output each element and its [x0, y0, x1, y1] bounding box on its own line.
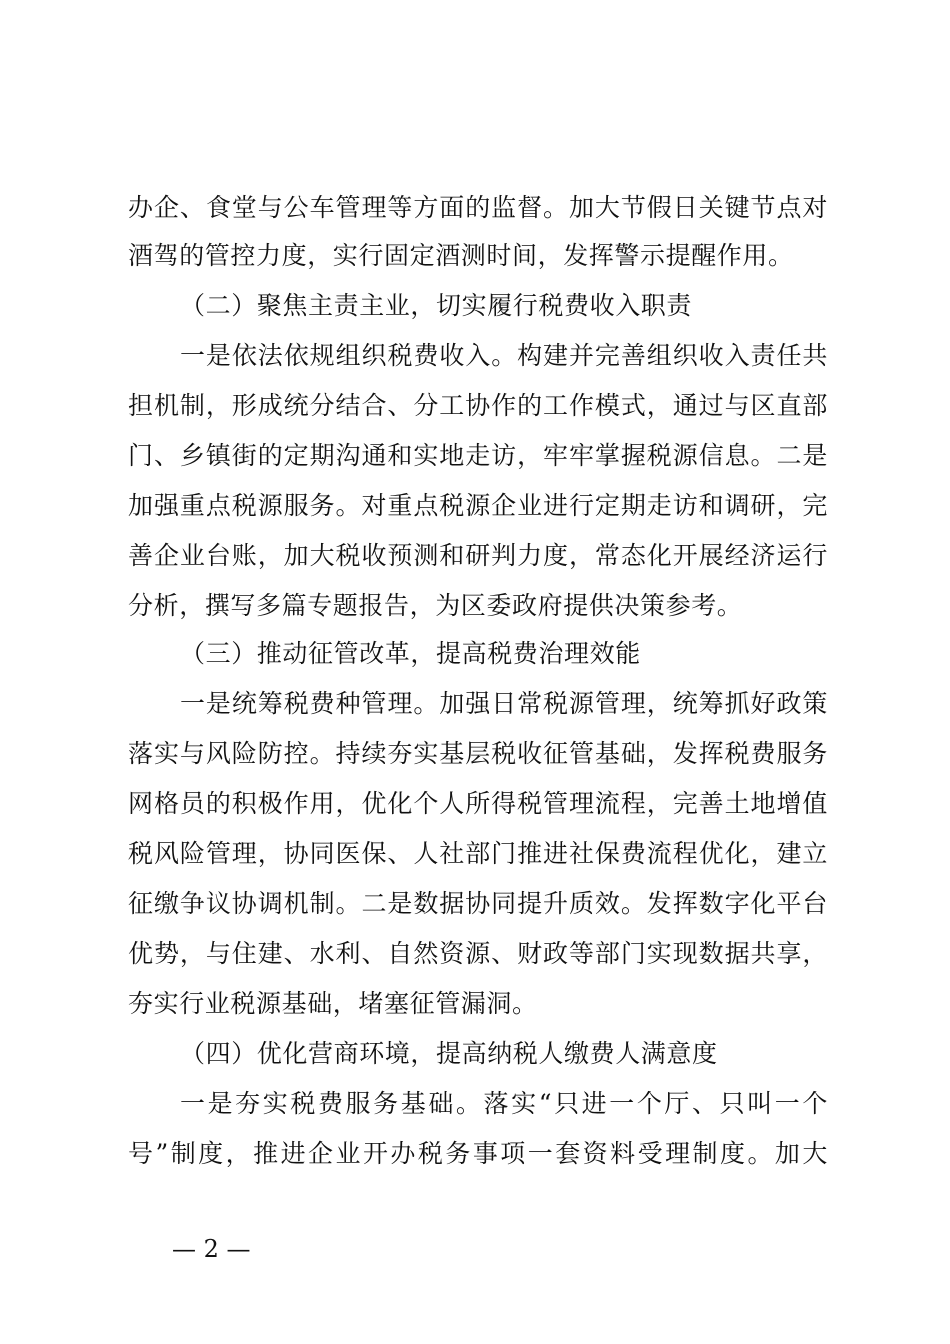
body-text-line: 一是统筹税费种管理。加强日常税源管理，统筹抓好政策: [180, 689, 828, 718]
section-heading-2: （二）聚焦主责主业，切实履行税费收入职责: [180, 291, 693, 320]
body-text-line: 夯实行业税源基础，堵塞征管漏洞。: [128, 989, 538, 1018]
body-text-line: 加强重点税源服务。对重点税源企业进行定期走访和调研，完: [128, 491, 828, 520]
section-heading-4: （四）优化营商环境，提高纳税人缴费人满意度: [180, 1039, 718, 1068]
body-text-line: 落实与风险防控。持续夯实基层税收征管基础，发挥税费服务: [128, 739, 828, 768]
body-text-line: 号”制度，推进企业开办税务事项一套资料受理制度。加大: [128, 1139, 828, 1168]
body-text-line: 网格员的积极作用，优化个人所得税管理流程，完善土地增值: [128, 789, 828, 818]
body-text-line: 一是夯实税费服务基础。落实“只进一个厅、只叫一个: [180, 1089, 828, 1118]
body-text-line: 税风险管理，协同医保、人社部门推进社保费流程优化，建立: [128, 839, 828, 868]
body-text-line: 优势，与住建、水利、自然资源、财政等部门实现数据共享，: [128, 939, 828, 968]
section-heading-3: （三）推动征管改革，提高税费治理效能: [180, 639, 641, 668]
body-text-line: 分析，撰写多篇专题报告，为区委政府提供决策参考。: [128, 591, 743, 620]
body-text-line: 担机制，形成统分结合、分工协作的工作模式，通过与区直部: [128, 391, 828, 420]
page-number: — 2 —: [172, 1235, 251, 1263]
body-text-line: 酒驾的管控力度，实行固定酒测时间，发挥警示提醒作用。: [128, 241, 794, 270]
body-text-line: 门、乡镇街的定期沟通和实地走访，牢牢掌握税源信息。二是: [128, 441, 828, 470]
body-text-line: 办企、食堂与公车管理等方面的监督。加大节假日关键节点对: [128, 193, 828, 222]
body-text-line: 善企业台账，加大税收预测和研判力度，常态化开展经济运行: [128, 541, 828, 570]
body-text-line: 一是依法依规组织税费收入。构建并完善组织收入责任共: [180, 341, 828, 370]
body-text-line: 征缴争议协调机制。二是数据协同提升质效。发挥数字化平台: [128, 889, 828, 918]
